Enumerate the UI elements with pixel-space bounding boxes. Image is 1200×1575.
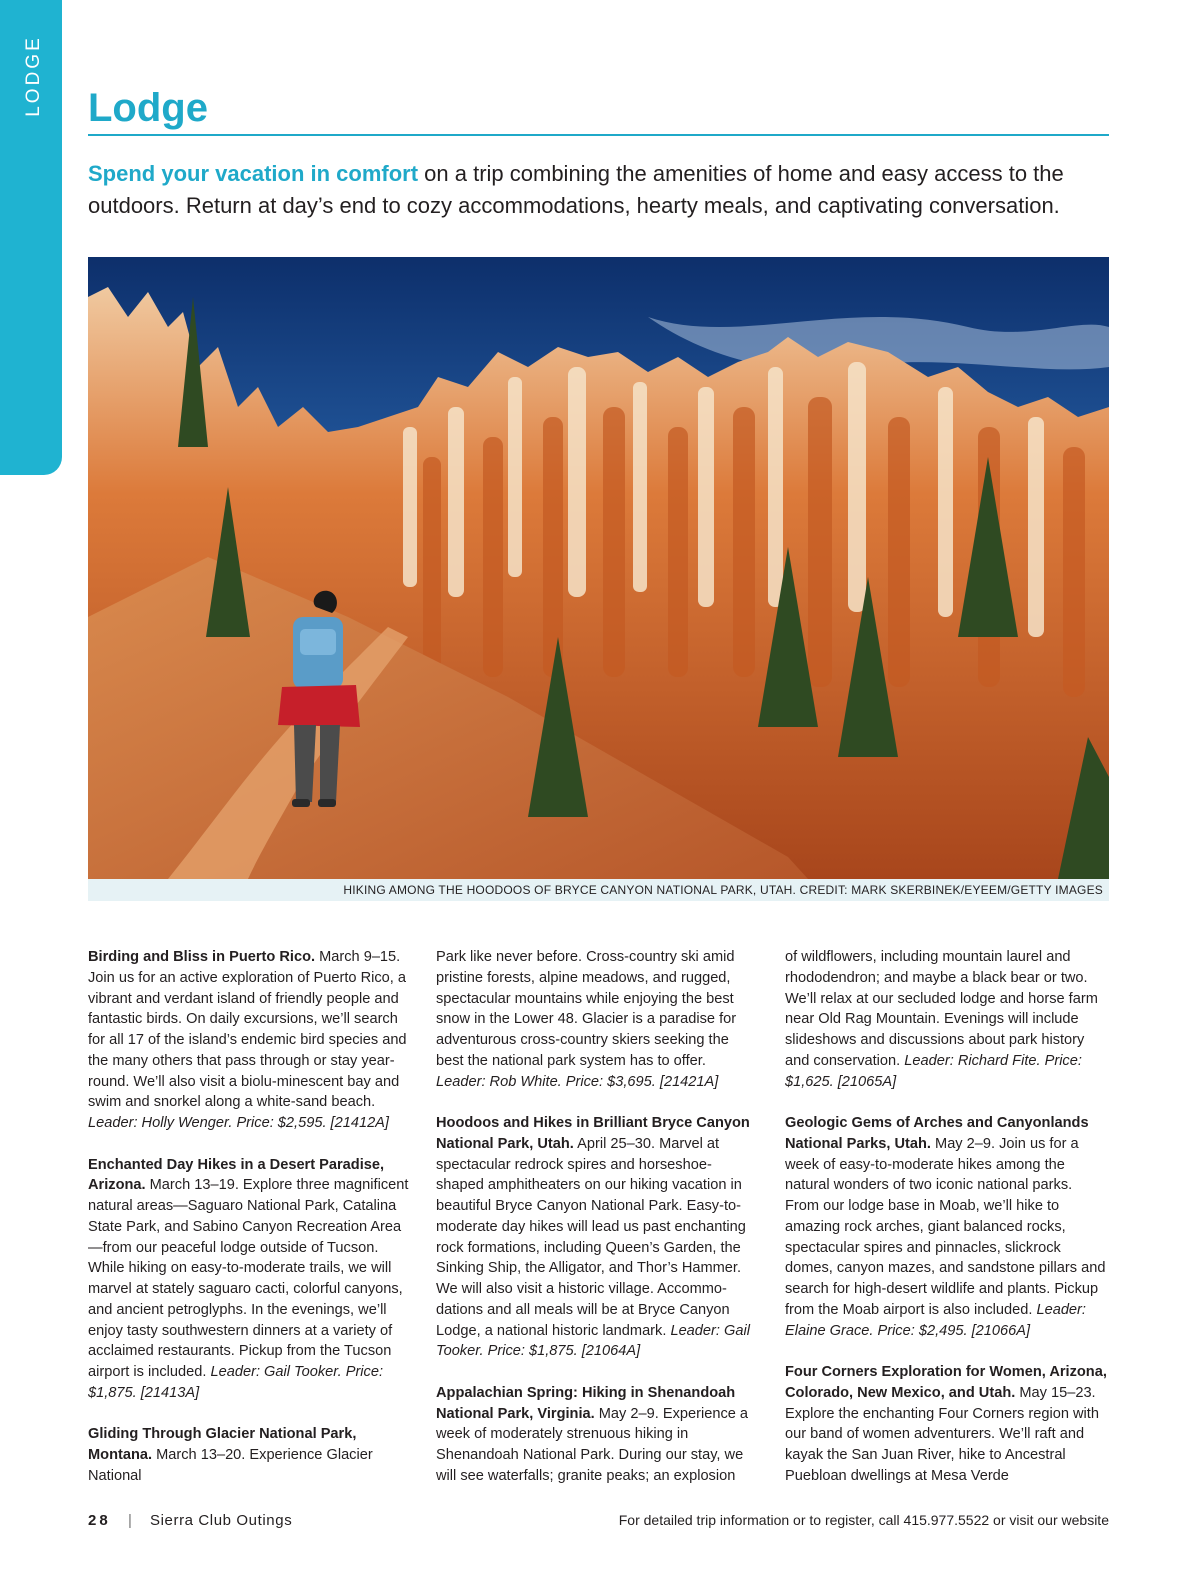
page-title: Lodge <box>88 86 208 130</box>
section-tab-label: LODGE <box>23 35 44 117</box>
photo-caption: HIKING AMONG THE HOODOOS OF BRYCE CANYON NATIONAL PARK, UTAH. CREDIT: MARK SKERBINEK/EYEEM/GETTY IMAGES <box>343 883 1103 897</box>
trip-listing <box>436 1383 758 1487</box>
title-divider <box>88 134 1109 136</box>
trip-listing <box>436 1113 758 1362</box>
trip-description: April 25–30. Marvel at spectacular redrock spires and horseshoe-shaped amphitheaters on our hiking vacation in beautiful Bryce Canyon National Park. Easy-to-moderate day hikes will lead us past enchanting rock formations, including Queen’s Garden, the Sinking Ship, the Alligator, and Thor’s Hammer. We will also visit a historic village. Accommo-dations and all meals will be at Bryce Canyon Lodge, a national historic landmark. <box>436 1135 746 1339</box>
section-tab <box>0 0 62 475</box>
trip-description: March 9–15. Join us for an active exploration of Puerto Rico, a vibrant and verdant island of friendly people and fantastic birds. On daily excursions, we’ll search for all 17 of the island’s endemic bird species and the many others that pass through or stay year-round. We’ll also visit a biolu-minescent bay and swim and snorkel along a white-sand beach. <box>88 949 407 1111</box>
footer-separator: | <box>128 1512 132 1529</box>
trip-listing-continued <box>785 947 1107 1092</box>
trip-title: Geologic Gems of Arches and Canyonlands National Parks, Utah. <box>785 1115 1089 1152</box>
trip-leader-price: Leader: Elaine Grace. Price: $2,495. [21066A] <box>785 1301 1086 1339</box>
trip-title: Enchanted Day Hikes in a Desert Paradise, Arizona. <box>88 1156 385 1194</box>
trip-description: May 15–23. Explore the enchanting Four Corners region with our band of women adventurers. We’ll raft and kayak the San Juan River, hike to Ancestral Puebloan dwellings at Mesa Verde <box>785 1384 1099 1484</box>
intro-text: on a trip combining the amenities of home and easy access to the outdoors. Return at day’s end to cozy accommodations, hearty meals, and captivating conversation. <box>88 161 1064 218</box>
trip-leader-price: Leader: Rob White. Price: $3,695. [21421A] <box>436 1073 719 1090</box>
text-column-2 <box>436 947 758 1507</box>
footer-contact-note: For detailed trip information or to register, call 415.977.5522 or visit our website <box>618 1512 1109 1528</box>
trip-listing <box>785 1362 1107 1487</box>
page-number: 28 <box>88 1512 111 1529</box>
trip-listing <box>88 1155 410 1404</box>
trip-title: Gliding Through Glacier National Park, Montana. <box>88 1426 357 1463</box>
trip-title: Hoodoos and Hikes in Brilliant Bryce Canyon National Park, Utah. <box>436 1115 750 1152</box>
trip-title: Appalachian Spring: Hiking in Shenandoah National Park, Virginia. <box>436 1384 736 1422</box>
intro-paragraph <box>88 158 1112 222</box>
trip-listing <box>88 947 410 1134</box>
trip-listing <box>785 1113 1107 1341</box>
trip-description: March 13–20. Experience Glacier National <box>88 1447 373 1484</box>
trip-listing-continued <box>436 947 758 1092</box>
trip-title: Four Corners Exploration for Women, Arizona, Colorado, New Mexico, and Utah. <box>785 1364 1107 1401</box>
trip-leader-price: Leader: Gail Tooker. Price: $1,875. [21064A] <box>436 1322 750 1360</box>
page-footer <box>88 1512 1109 1532</box>
trip-leader-price: Leader: Holly Wenger. Price: $2,595. [21412A] <box>88 1115 389 1131</box>
text-column-1 <box>88 947 410 1507</box>
hero-photo <box>88 257 1109 879</box>
trip-description: of wildflowers, including mountain laurel and rhododendron; and maybe a black bear or two. We’ll relax at our secluded lodge and horse farm near Old Rag Mountain. Evenings will include slideshows and discussions about park history and conservation. <box>785 949 1098 1069</box>
trip-leader-price: Leader: Gail Tooker. Price: $1,875. [21413A] <box>88 1364 384 1401</box>
trip-description: May 2–9. Experience a week of moderately strenuous hiking in Shenandoah National Park. During our stay, we will see waterfalls; granite peaks; an explosion <box>436 1405 749 1484</box>
trip-description: March 13–19. Explore three magnificent natural areas—Saguaro National Park, Catalina State Park, and Sabino Canyon Recreation Area—from our peaceful lodge outside of Tucson. While hiking on easy-to-moderate trails, we will marvel at stately saguaro cacti, colorful canyons, and ancient petroglyphs. In the evenings, we’ll enjoy tasty southwestern dinners at a variety of acclaimed restaurants. Pickup from the Tucson airport is included. <box>88 1177 409 1380</box>
trip-listing <box>88 1424 410 1486</box>
trip-description: May 2–9. Join us for a week of easy-to-moderate hikes among the natural wonders of two iconic national parks. From our lodge base in Moab, we’ll hike to amazing rock arches, giant balanced rocks, spectacular spires and pinnacles, slickrock domes, canyon mazes, and sandstone pillars and search for high-desert wildlife and plants. Pickup from the Moab airport is also included. <box>785 1135 1106 1318</box>
photo-caption-bar <box>88 879 1109 901</box>
intro-lead: Spend your vacation in comfort <box>88 161 419 186</box>
trip-leader-price: Leader: Richard Fite. Price: $1,625. [21065A] <box>785 1052 1082 1090</box>
trip-description: Park like never before. Cross-country ski amid pristine forests, alpine meadows, and rugged, spectacular mountains while enjoying the best snow in the Lower 48. Glacier is a paradise for adventurous cross-country skiers seeking the best the national park system has to offer. <box>436 949 737 1069</box>
text-column-3 <box>785 947 1107 1507</box>
trip-title: Birding and Bliss in Puerto Rico. <box>88 949 316 965</box>
publication-name: Sierra Club Outings <box>150 1512 293 1529</box>
